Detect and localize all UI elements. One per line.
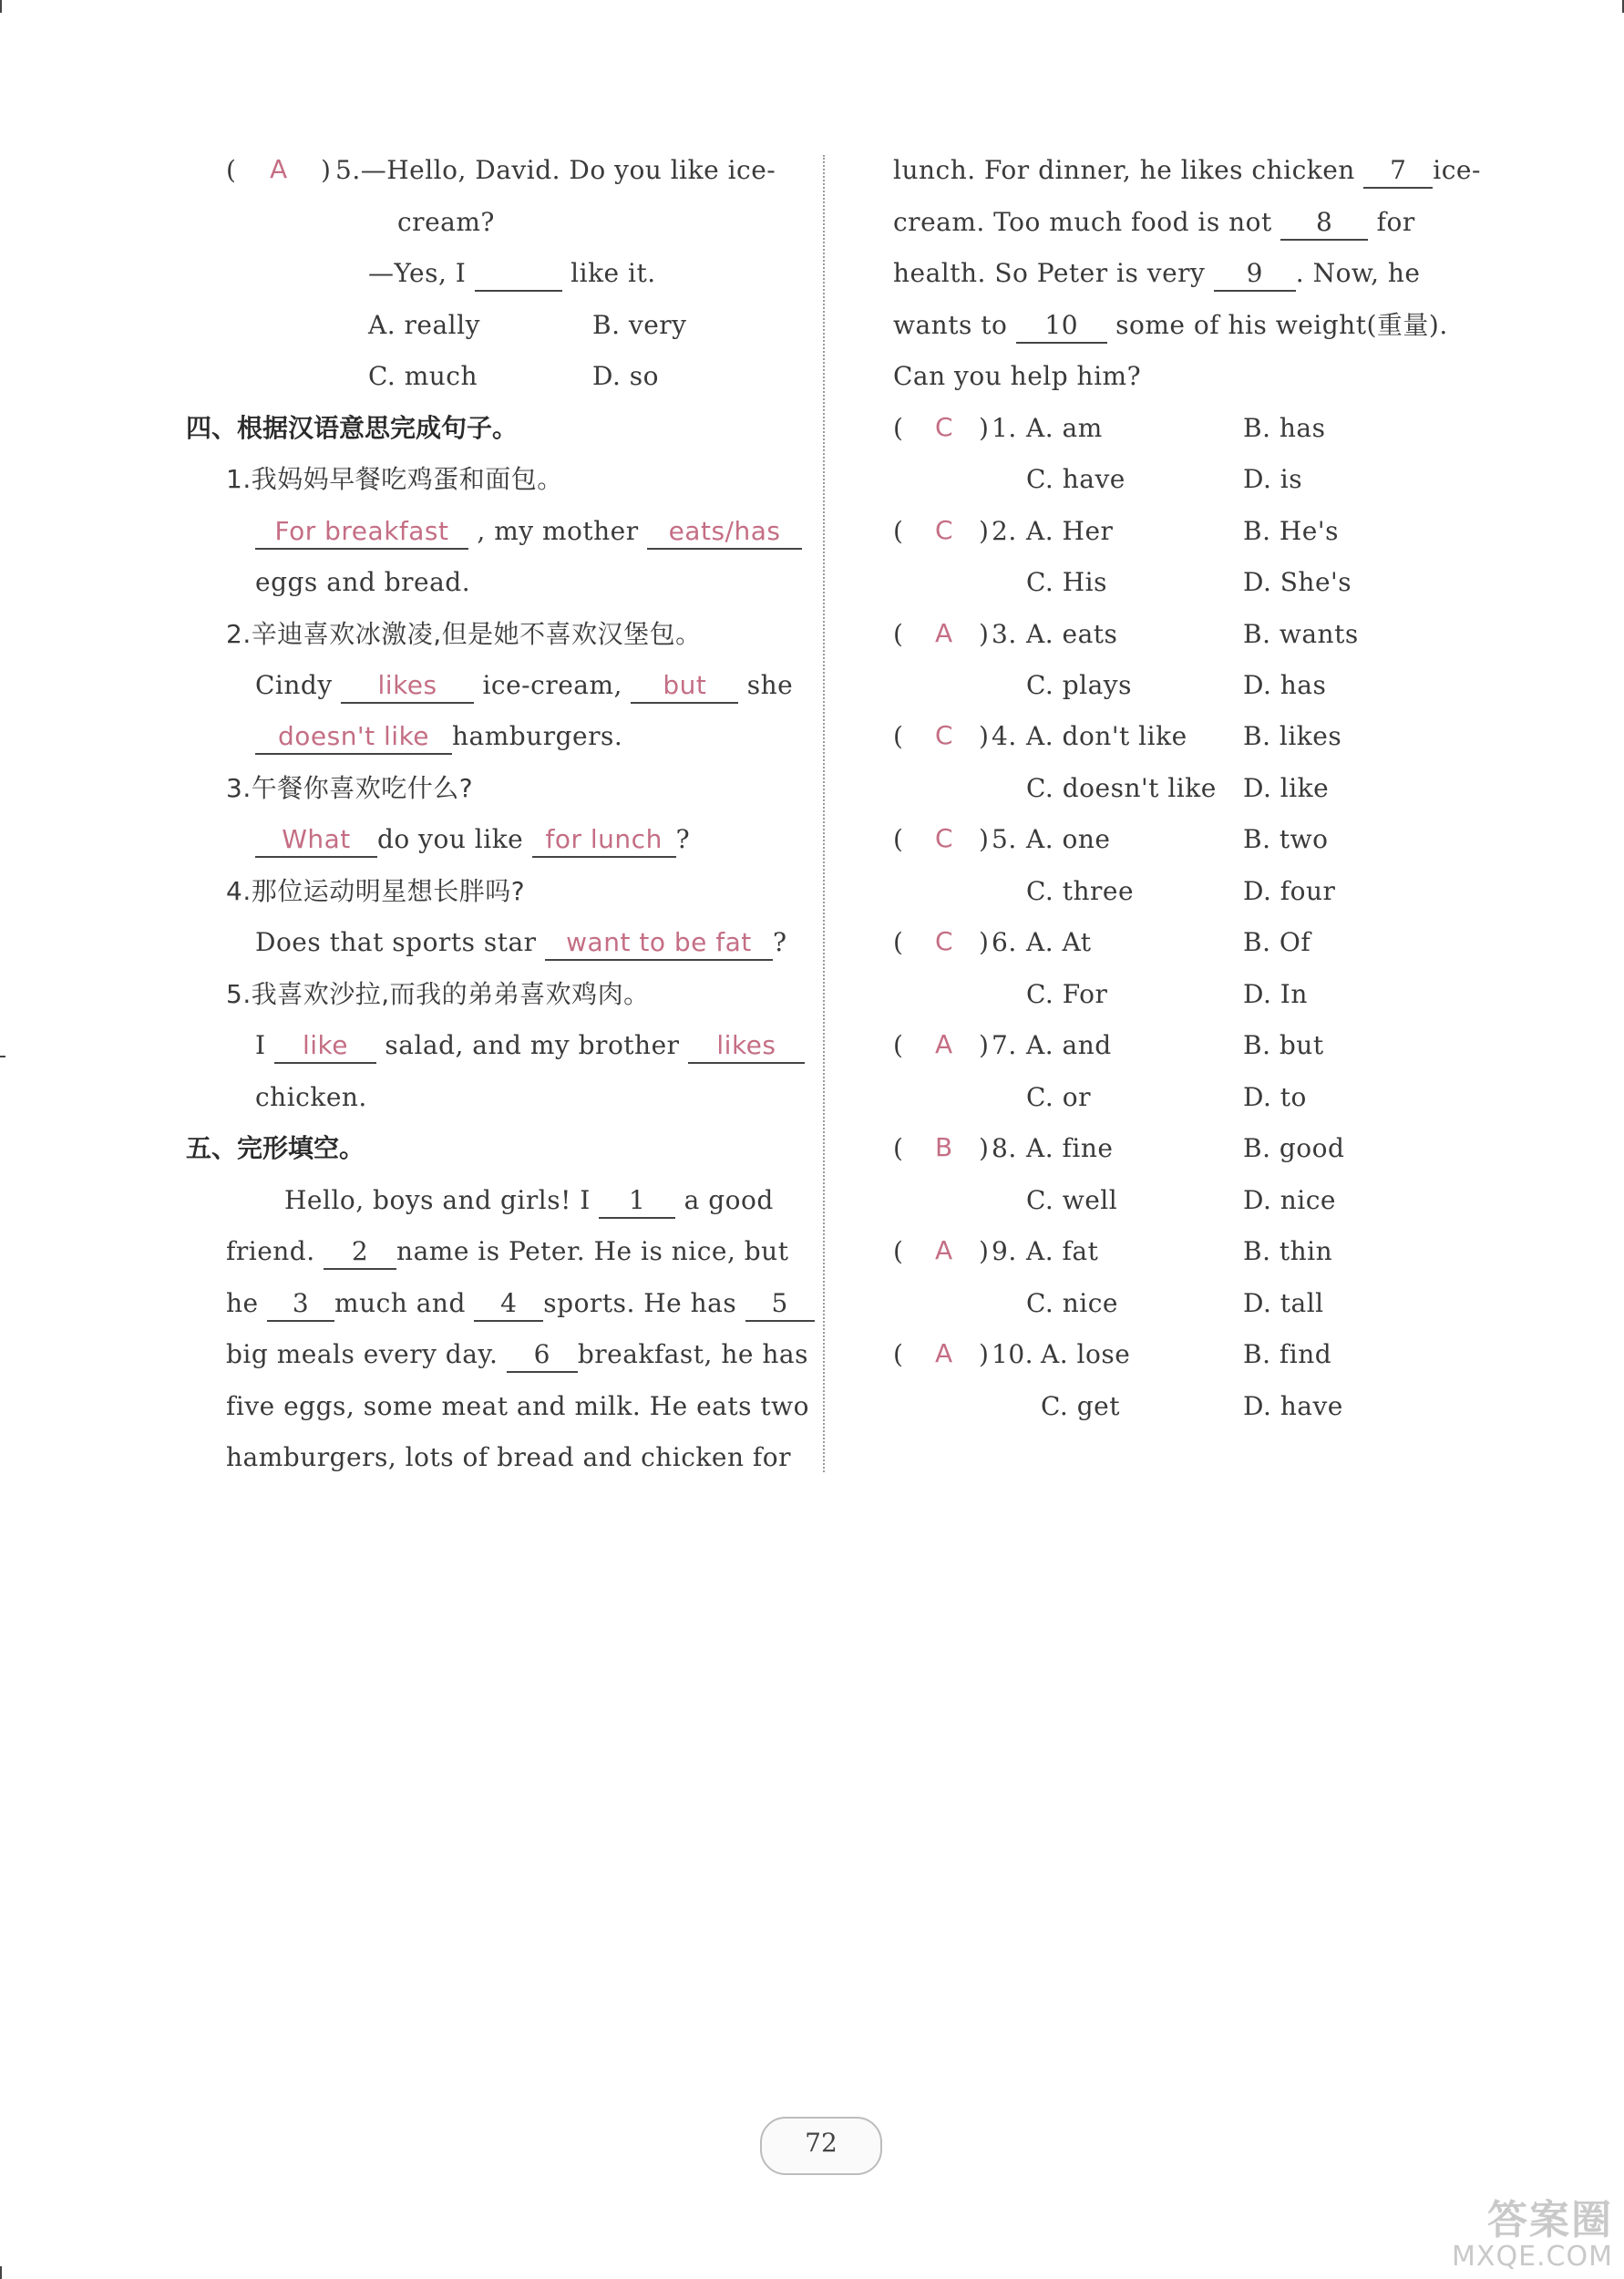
cloze-text: he [226, 1288, 259, 1318]
choice-8-num: 8. [992, 1133, 1017, 1163]
choice-10-option-c: C. get [1041, 1391, 1120, 1421]
choice-8-option-b: B. good [1243, 1133, 1345, 1163]
choice-3-num: 3. [992, 619, 1017, 649]
cloze-blank-9: 9 [1214, 257, 1296, 292]
q5-option-d: D. so [592, 361, 659, 391]
choice-4-option-a: A. don't like [1026, 721, 1187, 751]
choice-4-option-d: D. like [1243, 773, 1330, 803]
s2-mid: ice-cream, [482, 670, 622, 700]
choice-7-num: 7. [992, 1030, 1017, 1060]
section4-heading: 四、根据汉语意思完成句子。 [186, 413, 519, 443]
choice-4-answer: C [935, 720, 953, 750]
column-divider [823, 155, 825, 1472]
choice-1-option-d: D. is [1243, 464, 1303, 494]
s5-answer-1: like [274, 1029, 376, 1064]
cloze-blank-8: 8 [1280, 206, 1368, 241]
watermark [1452, 2199, 1613, 2272]
choice-6-option-d: D. In [1243, 979, 1308, 1009]
choice-10-num: 10. [992, 1339, 1034, 1369]
choice-paren: ) [979, 1030, 990, 1060]
cloze-blank-5: 5 [745, 1287, 815, 1322]
choice-9-num: 9. [992, 1236, 1017, 1266]
s1-chinese: 1.我妈妈早餐吃鸡蛋和面包。 [226, 464, 563, 494]
s2-line2 [255, 720, 622, 755]
choice-paren: ( [893, 824, 904, 854]
choice-7-option-d: D. to [1243, 1082, 1307, 1112]
passage-text: some of his weight(重量). [1115, 310, 1448, 340]
cloze-blank-1: 1 [599, 1184, 675, 1219]
q5-answer: A [270, 154, 288, 184]
s5-pre: I [255, 1030, 266, 1060]
choice-paren: ( [893, 1236, 904, 1266]
cloze-blank-3: 3 [267, 1287, 334, 1322]
q5-reply-pre: —Yes, I [368, 258, 467, 288]
choice-3-answer: A [935, 618, 953, 648]
choice-9-option-b: B. thin [1243, 1236, 1333, 1266]
choice-10-option-b: B. find [1243, 1339, 1332, 1369]
passage-text: lunch. For dinner, he likes chicken [893, 155, 1355, 185]
q5-reply-blank [475, 257, 562, 292]
choice-6-option-b: B. Of [1243, 927, 1311, 957]
choice-7-option-a: A. and [1026, 1030, 1112, 1060]
choice-paren: ( [893, 619, 904, 649]
choice-4-option-c: C. doesn't like [1026, 773, 1217, 803]
s2-pre: Cindy [255, 670, 333, 700]
passage-line-4 [893, 309, 1448, 344]
choice-paren: ) [979, 721, 990, 751]
s4-answer-1: want to be fat [545, 926, 773, 961]
choice-9-option-a: A. fat [1026, 1236, 1099, 1266]
choice-5-option-b: B. two [1243, 824, 1329, 854]
choice-1-answer: C [935, 412, 953, 442]
choice-paren: ( [893, 413, 904, 443]
s1-answer-2: eats/has [647, 515, 802, 550]
choice-8-option-d: D. nice [1243, 1185, 1336, 1215]
s2-english [255, 669, 793, 704]
s5-mid: salad, and my brother [385, 1030, 680, 1060]
passage-text: health. So Peter is very [893, 258, 1206, 288]
s3-mid: do you like [377, 824, 524, 854]
choice-8-option-c: C. well [1026, 1185, 1118, 1215]
cloze-line-1 [284, 1184, 774, 1219]
cloze-text: a good [684, 1185, 774, 1215]
s4-chinese: 4.那位运动明星想长胖吗? [226, 876, 526, 906]
passage-line-3 [893, 257, 1420, 292]
choice-paren: ) [979, 1236, 990, 1266]
choice-3-option-a: A. eats [1026, 619, 1118, 649]
choice-paren: ( [893, 721, 904, 751]
cloze-blank-4: 4 [474, 1287, 543, 1322]
choice-6-answer: C [935, 926, 953, 956]
choice-paren: ) [979, 516, 990, 546]
passage-text: wants to [893, 310, 1008, 340]
choice-1-option-c: C. have [1026, 464, 1125, 494]
choice-paren: ( [893, 1030, 904, 1060]
s2-post: she [746, 670, 794, 700]
crop-mark-bottom-left [0, 2266, 2, 2279]
passage-text: . Now, he [1295, 258, 1421, 288]
s2-chinese: 2.辛迪喜欢冰激凌,但是她不喜欢汉堡包。 [226, 619, 702, 649]
q5-paren-open: ( [226, 155, 237, 185]
choice-7-option-b: B. but [1243, 1030, 1324, 1060]
passage-text: ice- [1433, 155, 1481, 185]
choice-6-option-c: C. For [1026, 979, 1108, 1009]
s5-english [255, 1029, 805, 1064]
s2-end: hamburgers. [452, 721, 623, 751]
choice-paren: ) [979, 1339, 990, 1369]
q5-option-b: B. very [592, 310, 687, 340]
s5-chinese: 5.我喜欢沙拉,而我的弟弟喜欢鸡肉。 [226, 979, 650, 1009]
q5-option-a: A. really [368, 310, 480, 340]
s3-english [255, 823, 690, 858]
s3-answer-2: for lunch [532, 823, 676, 858]
choice-paren: ( [893, 1133, 904, 1163]
choice-6-option-a: A. At [1026, 927, 1092, 957]
passage-text: cream. Too much food is not [893, 207, 1272, 237]
q5-option-c: C. much [368, 361, 478, 391]
choice-1-option-a: A. am [1026, 413, 1103, 443]
choice-10-option-d: D. have [1243, 1391, 1343, 1421]
s3-end: ? [675, 824, 691, 854]
s5-answer-2: likes [688, 1029, 805, 1064]
cloze-blank-6: 6 [507, 1338, 578, 1373]
s2-answer-1: likes [341, 669, 474, 704]
cloze-blank-2: 2 [324, 1235, 396, 1270]
cloze-text: sports. He has [543, 1288, 737, 1318]
passage-line-1 [893, 154, 1481, 189]
watermark-url: MXQE.COM [1452, 2241, 1613, 2273]
s4-end: ? [772, 927, 787, 957]
s2-answer-2: but [631, 669, 738, 704]
choice-5-option-a: A. one [1026, 824, 1111, 854]
passage-text: for [1376, 207, 1415, 237]
choice-2-option-c: C. His [1026, 567, 1107, 597]
choice-3-option-d: D. has [1243, 670, 1327, 700]
choice-2-answer: C [935, 515, 953, 545]
watermark-logo-text: 答案圈 [1487, 2197, 1613, 2243]
s4-pre: Does that sports star [255, 927, 537, 957]
choice-5-answer: C [935, 823, 953, 853]
s1-answer-1: For breakfast [255, 515, 468, 550]
q5-reply-post: like it. [570, 258, 656, 288]
choice-9-option-c: C. nice [1026, 1288, 1118, 1318]
page-number: 72 [805, 2128, 838, 2158]
s4-english [255, 926, 786, 961]
crop-mark-top-left [0, 0, 2, 13]
passage-line-2 [893, 206, 1415, 241]
choice-paren: ) [979, 413, 990, 443]
cloze-line-3 [226, 1287, 815, 1322]
choice-3-option-c: C. plays [1026, 670, 1132, 700]
choice-6-num: 6. [992, 927, 1017, 957]
cloze-text: name is Peter. He is nice, but [396, 1236, 789, 1266]
choice-10-option-a: A. lose [1041, 1339, 1131, 1369]
choice-8-answer: B [935, 1132, 953, 1162]
cloze-text: much and [334, 1288, 466, 1318]
choice-paren: ( [893, 927, 904, 957]
choice-paren: ) [979, 619, 990, 649]
cloze-text: breakfast, he has [577, 1339, 808, 1369]
choice-paren: ) [979, 1133, 990, 1163]
choice-paren: ) [979, 824, 990, 854]
s3-chinese: 3.午餐你喜欢吃什么? [226, 773, 474, 803]
cloze-line-6: hamburgers, lots of bread and chicken for [226, 1442, 791, 1472]
choice-5-option-d: D. four [1243, 876, 1336, 906]
choice-paren: ( [893, 1339, 904, 1369]
s1-english [255, 515, 802, 550]
choice-3-option-b: B. wants [1243, 619, 1359, 649]
cloze-line-4 [226, 1338, 808, 1373]
choice-8-option-a: A. fine [1026, 1133, 1114, 1163]
choice-7-option-c: C. or [1026, 1082, 1091, 1112]
choice-paren: ( [893, 516, 904, 546]
choice-2-option-b: B. He's [1243, 516, 1339, 546]
passage-line-5: Can you help him? [893, 361, 1142, 391]
page-number-badge [760, 2117, 882, 2175]
cloze-text: big meals every day. [226, 1339, 499, 1369]
cloze-blank-7: 7 [1363, 154, 1433, 189]
choice-2-option-a: A. Her [1026, 516, 1114, 546]
cloze-text: friend. [226, 1236, 315, 1266]
choice-paren: ) [979, 927, 990, 957]
cloze-text: Hello, boys and girls! I [284, 1185, 591, 1215]
choice-9-answer: A [935, 1235, 953, 1265]
choice-1-option-b: B. has [1243, 413, 1326, 443]
choice-9-option-d: D. tall [1243, 1288, 1324, 1318]
choice-5-option-c: C. three [1026, 876, 1135, 906]
choice-5-num: 5. [992, 824, 1017, 854]
choice-2-num: 2. [992, 516, 1017, 546]
q5-reply [368, 257, 656, 292]
section5-heading: 五、完形填空。 [186, 1133, 365, 1163]
choice-2-option-d: D. She's [1243, 567, 1352, 597]
choice-1-num: 1. [992, 413, 1017, 443]
choice-10-answer: A [935, 1338, 953, 1368]
cloze-line-5: five eggs, some meat and milk. He eats two [226, 1391, 809, 1421]
crop-mark-mid-left [0, 1056, 5, 1057]
s1-end: eggs and bread. [255, 567, 471, 597]
choice-7-answer: A [935, 1029, 953, 1059]
cloze-line-2 [226, 1235, 788, 1270]
choice-4-num: 4. [992, 721, 1017, 751]
q5-paren-close: ) [321, 155, 332, 185]
s1-mid: , my mother [477, 516, 639, 546]
s2-answer-3: doesn't like [255, 720, 452, 755]
s3-answer-1: What [255, 823, 377, 858]
q5-stem-line1: 5.—Hello, David. Do you like ice- [335, 155, 776, 185]
s5-end: chicken. [255, 1082, 367, 1112]
q5-stem-line2: cream? [397, 207, 495, 237]
cloze-blank-10: 10 [1016, 309, 1107, 344]
choice-4-option-b: B. likes [1243, 721, 1342, 751]
